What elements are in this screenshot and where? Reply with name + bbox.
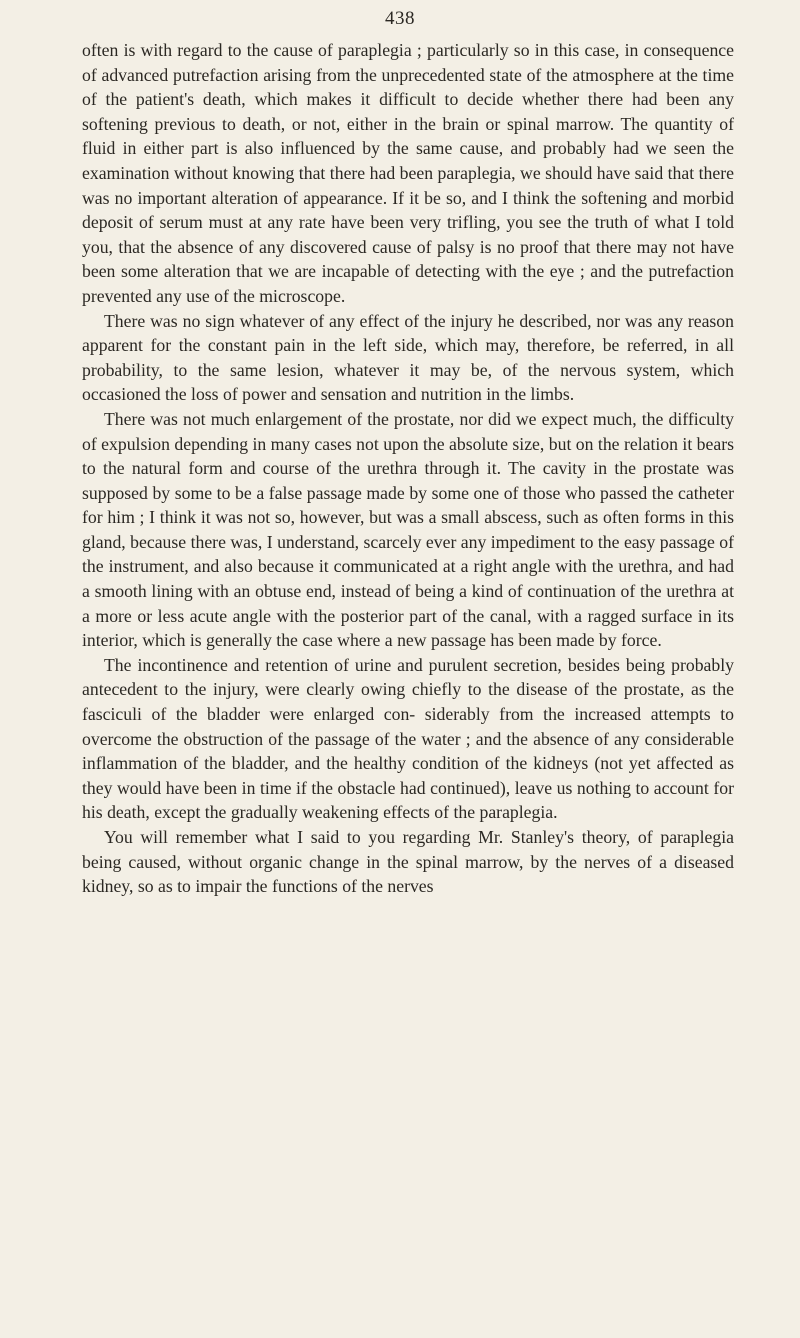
page-number: 438 [385, 8, 415, 29]
paragraph-5: You will remember what I said to you regarding Mr. Stanley's theory, of paraplegia being caused, without organic change in the spinal marrow, by the nerves of a diseased kidney, so as to impair the functions of the nerves [82, 827, 734, 897]
paragraph-2: There was no sign whatever of any effect of the injury he described, nor was any reason apparent for the constant pain in the left side, which may, therefore, be referred, in all probability, to the same lesion, whatever it may be, of the nervous system, which occasioned the loss of power and sensation and nutrition in the limbs. [82, 310, 734, 405]
paragraph-4: The incontinence and retention of urine and purulent secretion, besides being probably antecedent to the injury, were clearly owing chiefly to the disease of the prostate, as the fasciculi of the bladder were enlarged con- siderably from the increased attempts to overcome the obstruction of the passage of the water ; and the absence of any considerable inflammation of the bladder, and the healthy condition of the kidneys (not yet affected as they would have been in time if the obstacle had continued), leave us nothing to account for his death, except the gradually weakening effects of the paraplegia. [82, 654, 734, 823]
paragraph-1: often is with regard to the cause of paraplegia ; particularly so in this case, in consequence of advanced putrefaction arising from the unprecedented state of the atmosphere at the time of the patient's death, which makes it difficult to decide whether there had been any softening previous to death, or not, either in the brain or spinal marrow. The quantity of fluid in either part is also influenced by the same cause, and probably had we seen the examination without knowing that there had been paraplegia, we should have said that there was no important alteration of appearance. If it be so, and I think the softening and morbid deposit of serum must at any rate have been very trifling, you see the truth of what I told you, that the absence of any discovered cause of palsy is no proof that there may not have been some alteration that we are incapable of detecting with the eye ; and the putrefaction prevented any use of the microscope. [82, 40, 734, 306]
body-text [82, 38, 734, 899]
paragraph-3: There was not much enlargement of the prostate, nor did we expect much, the difficulty of expulsion depending in many cases not upon the absolute size, but on the relation it bears to the natural form and course of the urethra through it. The cavity in the prostate was supposed by some to be a false passage made by some one of those who passed the catheter for him ; I think it was not so, however, but was a small abscess, such as often forms in this gland, because there was, I understand, scarcely ever any impediment to the easy passage of the instrument, and also because it communicated at a right angle with the urethra, and had a smooth lining with an obtuse end, instead of being a kind of continuation of the urethra at a more or less acute angle with the posterior part of the canal, with a ragged surface in its interior, which is generally the case where a new passage has been made by force. [82, 408, 734, 651]
